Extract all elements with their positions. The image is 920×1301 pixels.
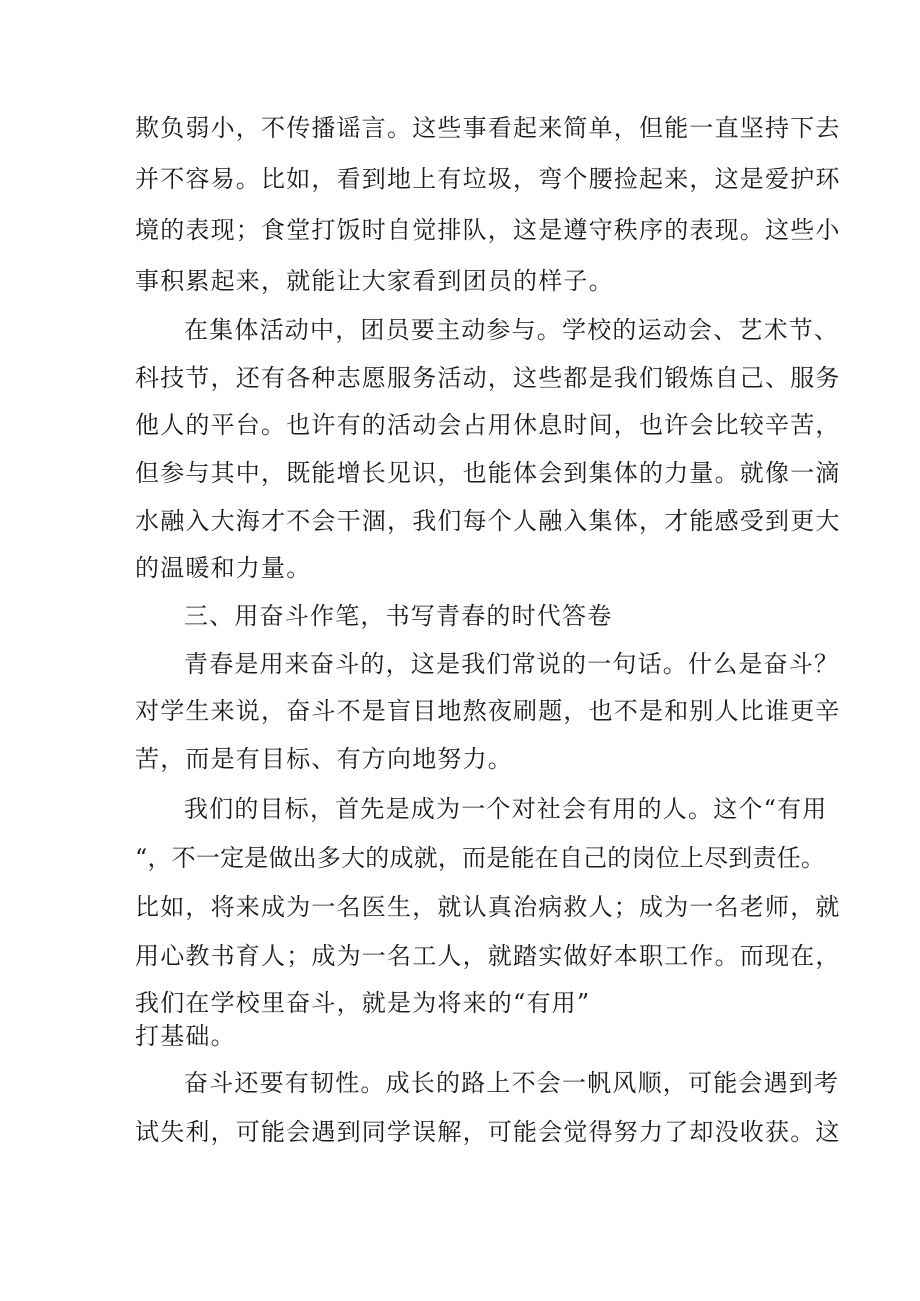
paragraph-line: 水融入大海才不会干涸，我们每个人融入集体，才能感受到更大 bbox=[135, 507, 841, 535]
paragraph-line: 在集体活动中，团员要主动参与。学校的运动会、艺术节、 bbox=[184, 316, 840, 344]
paragraph-line: 并不容易。比如，看到地上有垃圾，弯个腰捡起来，这是爱护环 bbox=[135, 165, 841, 193]
paragraph-line: 奋斗还要有韧性。成长的路上不会一帆风顺，可能会遇到考 bbox=[184, 1069, 840, 1097]
paragraph-line: 比如，将来成为一名医生，就认真治病救人；成为一名老师，就 bbox=[135, 893, 841, 921]
paragraph-line: 事积累起来，就能让大家看到团员的样子。 bbox=[135, 267, 614, 295]
section-heading: 三、用奋斗作笔，书写青春的时代答卷 bbox=[184, 602, 613, 630]
paragraph-line: 青春是用来奋斗的，这是我们常说的一句话。什么是奋斗？ bbox=[184, 650, 840, 678]
paragraph-line: 对学生来说，奋斗不是盲目地熬夜刷题，也不是和别人比谁更辛 bbox=[135, 697, 841, 725]
paragraph-line: “，不一定是做出多大的成就，而是能在自己的岗位上尽到责任。 bbox=[135, 844, 826, 872]
paragraph-line: 但参与其中，既能增长见识，也能体会到集体的力量。就像一滴 bbox=[135, 459, 841, 487]
paragraph-line: 试失利，可能会遇到同学误解，可能会觉得努力了却没收获。这 bbox=[135, 1118, 841, 1146]
paragraph-line: 我们在学校里奋斗，就是为将来的“有用” bbox=[135, 989, 591, 1017]
paragraph-line: 科技节，还有各种志愿服务活动，这些都是我们锻炼自己、服务 bbox=[135, 364, 841, 392]
paragraph-line: 境的表现；食堂打饭时自觉排队，这是遵守秩序的表现。这些小 bbox=[135, 216, 841, 244]
paragraph-line: 欺负弱小，不传播谣言。这些事看起来简单，但能一直坚持下去 bbox=[135, 114, 841, 142]
paragraph-line: 打基础。 bbox=[135, 1022, 236, 1050]
paragraph-line: 的温暖和力量。 bbox=[135, 554, 312, 582]
paragraph-line: 用心教书育人；成为一名工人，就踏实做好本职工作。而现在， bbox=[135, 942, 841, 970]
paragraph-line: 苦，而是有目标、有方向地努力。 bbox=[135, 745, 513, 773]
paragraph-line: 我们的目标，首先是成为一个对社会有用的人。这个“有用 bbox=[184, 795, 828, 823]
paragraph-line: 他人的平台。也许有的活动会占用休息时间，也许会比较辛苦， bbox=[135, 411, 841, 439]
